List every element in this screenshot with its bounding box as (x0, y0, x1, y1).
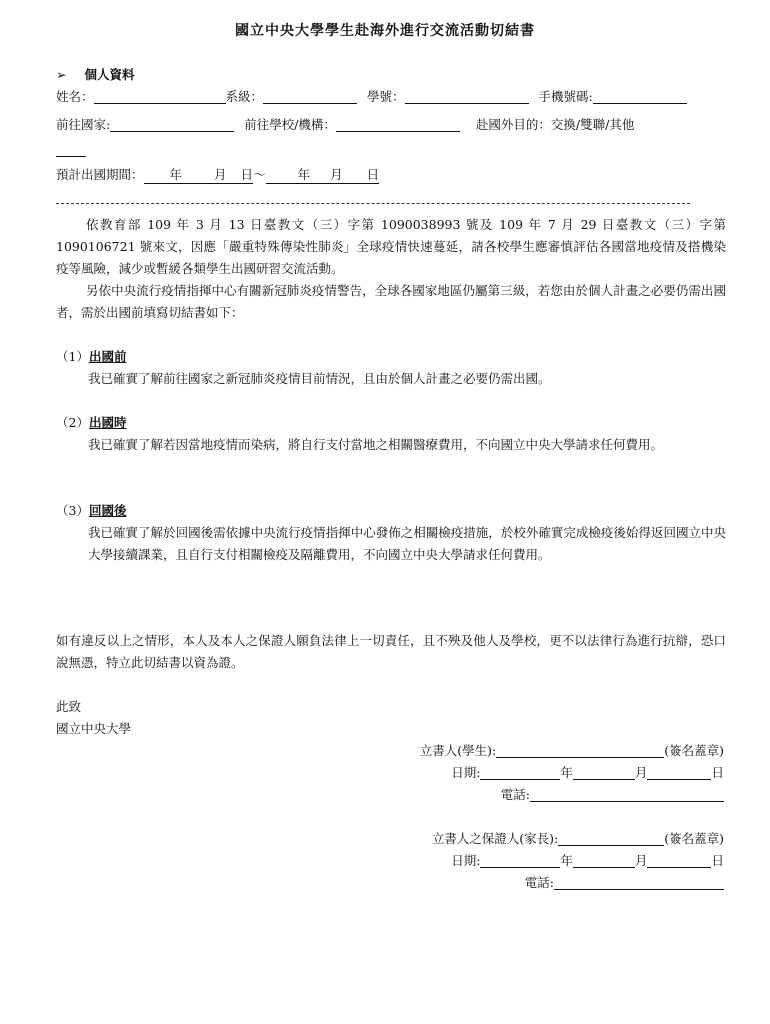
phone-field[interactable] (593, 89, 687, 104)
start-month-label: 月 (214, 167, 227, 182)
intro-paragraph-2: 另依中央流行疫情指揮中心有關新冠肺炎疫情警告，全球各國家地區仍屬第三級，若您由於個人計畫之必要仍需出國者，需於出國前填寫切結書如下： (56, 283, 726, 320)
personal-section-label: 個人資料 (84, 67, 135, 82)
guardian-date-year-field[interactable] (480, 853, 560, 868)
dashed-divider (56, 203, 690, 204)
start-day-label: 日 (240, 167, 254, 182)
start-year-label: 年 (169, 167, 183, 182)
purpose-label: 赴國外目的：交換/雙聯/其他 (475, 117, 635, 132)
intro-paragraph-1: 依教育部 109 年 3 月 13 日臺教文（三）字第 1090038993 號及 109 年 7 月 29 日臺教文（三）字第 1090106721 號來文，因應「嚴重特殊傳染性肺炎」全球疫情快速蔓延，請各校學生應審慎評估各國當地疫情及搭機染疫等風險，減少或暫緩各類學生出國研習交流活動。 (56, 217, 726, 276)
personal-row-1 (56, 86, 687, 108)
guardian-month-unit: 月 (634, 853, 648, 868)
guardian-signature-row (432, 828, 724, 850)
student-phone-field[interactable] (530, 787, 724, 802)
item-1-number: （1） (56, 349, 89, 364)
name-field[interactable] (94, 89, 226, 104)
student-year-unit: 年 (560, 765, 573, 780)
item-2-body: 我已確實了解若因當地疫情而染病，將自行支付當地之相關醫療費用，不向國立中央大學請求任何費用。 (88, 437, 664, 452)
arrow-bullet-icon: ➢ (56, 67, 67, 82)
item-2-title: 出國時 (88, 415, 127, 430)
student-signature-label: 立書人(學生): (419, 743, 497, 758)
student-phone-row (501, 784, 724, 806)
item-2-heading (56, 412, 126, 434)
student-day-unit: 日 (711, 765, 724, 780)
dept-field[interactable] (263, 89, 357, 104)
end-year-label: 年 (297, 167, 311, 182)
guardian-seal-label: (簽名蓋章) (664, 831, 724, 846)
item-3-title: 回國後 (88, 503, 127, 518)
item-3-heading (56, 500, 126, 522)
personal-section-header (56, 64, 134, 86)
guardian-date-label: 日期: (451, 853, 481, 868)
guardian-phone-label: 電話: (524, 875, 554, 890)
student-date-month-field[interactable] (573, 765, 635, 780)
school-field[interactable] (336, 117, 460, 132)
guardian-day-unit: 日 (711, 853, 724, 868)
school-label: 前往學校/機構： (244, 117, 336, 132)
student-date-row (451, 762, 724, 784)
student-phone-label: 電話: (500, 787, 530, 802)
student-signature-field[interactable] (496, 743, 664, 758)
item-1-title: 出國前 (88, 349, 127, 364)
student-month-unit: 月 (634, 765, 648, 780)
guardian-signature-field[interactable] (558, 831, 664, 846)
end-day-label: 日 (366, 167, 380, 182)
guardian-year-unit: 年 (560, 853, 573, 868)
period-row (56, 164, 379, 186)
purpose-other-field[interactable] (56, 142, 86, 157)
tilde-separator: ～ (253, 167, 266, 182)
period-label: 預計出國期間： (56, 167, 144, 182)
guardian-phone-row (525, 872, 724, 894)
closing-statement: 如有違反以上之情形，本人及本人之保證人願負法律上一切責任，且不殃及他人及學校，更不以法律行為進行抗辯，恐口說無憑，特立此切結書以資為證。 (56, 633, 726, 670)
salutation-line-1: 此致 (56, 699, 82, 714)
purpose-other-line (56, 139, 86, 161)
personal-row-2 (56, 114, 634, 136)
guardian-date-month-field[interactable] (573, 853, 635, 868)
country-label: 前往國家: (56, 117, 111, 132)
guardian-date-row (451, 850, 724, 872)
student-id-label: 學號： (367, 89, 405, 104)
item-2-number: （2） (56, 415, 89, 430)
student-date-day-field[interactable] (647, 765, 711, 780)
period-start-field[interactable] (144, 167, 254, 184)
period-end-field[interactable] (266, 167, 380, 184)
dept-label: 系級： (225, 89, 264, 104)
student-seal-label: (簽名蓋章) (664, 743, 724, 758)
salutation-line-2: 國立中央大學 (56, 721, 132, 736)
item-3-number: （3） (56, 503, 89, 518)
student-id-field[interactable] (405, 89, 529, 104)
guardian-date-day-field[interactable] (647, 853, 711, 868)
end-month-label: 月 (330, 167, 343, 182)
item-1-heading (56, 346, 126, 368)
country-field[interactable] (110, 117, 234, 132)
guardian-phone-field[interactable] (554, 875, 724, 890)
guardian-signature-label: 立書人之保證人(家長): (431, 831, 559, 846)
phone-label: 手機號碼: (538, 89, 593, 104)
page-title: 國立中央大學學生赴海外進行交流活動切結書 (235, 23, 535, 39)
name-label: 姓名： (56, 89, 94, 104)
student-date-year-field[interactable] (480, 765, 560, 780)
item-1-body: 我已確實了解前往國家之新冠肺炎疫情目前情況，且由於個人計畫之必要仍需出國。 (88, 371, 551, 386)
student-date-label: 日期: (451, 765, 481, 780)
student-signature-row (420, 740, 724, 762)
item-3-body: 我已確實了解於回國後需依據中央流行疫情指揮中心發佈之相關檢疫措施，於校外確實完成檢疫後始得返回國立中央大學接續課業，且自行支付相關檢疫及隔離費用，不向國立中央大學請求任何費用。 (88, 525, 726, 562)
